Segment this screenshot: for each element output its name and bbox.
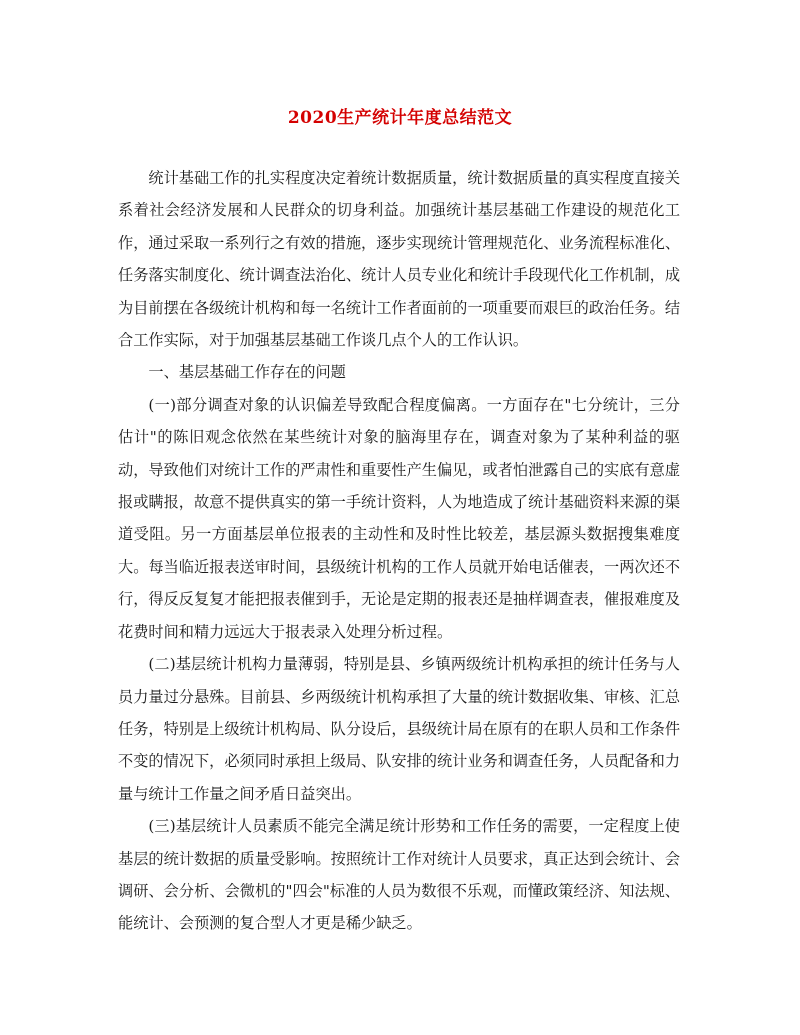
document-title: 2020生产统计年度总结范文 [287,108,513,128]
paragraph-issue-2: (二)基层统计机构力量薄弱，特别是县、乡镇两级统计机构承担的统计任务与人员力量过分悬殊。目前县、乡两级统计机构承担了大量的统计数据收集、审核、汇总任务，特别是上级统计机构局、队分设后，县级统计局在原有的在职人员和工作条件不变的情况下，必须同时承担上级局、队安排的统计业务和调查任务，人员配备和力量与统计工作量之间矛盾日益突出。 [118,655,680,803]
paragraph-intro: 统计基础工作的扎实程度决定着统计数据质量，统计数据质量的真实程度直接关系着社会经济发展和人民群众的切身利益。加强统计基层基础工作建设的规范化工作，通过采取一系列行之有效的措施，逐步实现统计管理规范化、业务流程标准化、任务落实制度化、统计调查法治化、统计人员专业化和统计手段现代化工作机制，成为目前摆在各级统计机构和每一名统计工作者面前的一项重要而艰巨的政治任务。结合工作实际，对于加强基层基础工作谈几点个人的工作认识。 [118,169,680,350]
paragraph-issue-1: (一)部分调查对象的认识偏差导致配合程度偏离。一方面存在"七分统计，三分估计"的陈旧观念依然在某些统计对象的脑海里存在，调查对象为了某种利益的驱动，导致他们对统计工作的严肃性和重要性产生偏见，或者怕泄露自己的实底有意虚报或瞒报，故意不提供真实的第一手统计资料，人为地造成了统计基础资料来源的渠道受阻。另一方面基层单位报表的主动性和及时性比较差，基层源头数据搜集难度大。每当临近报表送审时间，县级统计机构的工作人员就开始电话催表，一两次还不行，得反反复复才能把报表催到手，无论是定期的报表还是抽样调查表，催报难度及花费时间和精力远远大于报表录入处理分析过程。 [118,395,680,641]
document-body [118,162,680,940]
paragraph-issue-3: (三)基层统计人员素质不能完全满足统计形势和工作任务的需要，一定程度上使基层的统计数据的质量受影响。按照统计工作对统计人员要求，真正达到会统计、会调研、会分析、会微机的"四会"标准的人员为数很不乐观，而懂政策经济、知法规、能统计、会预测的复合型人才更是稀少缺乏。 [118,817,680,933]
section-heading: 一、基层基础工作存在的问题 [148,363,346,382]
